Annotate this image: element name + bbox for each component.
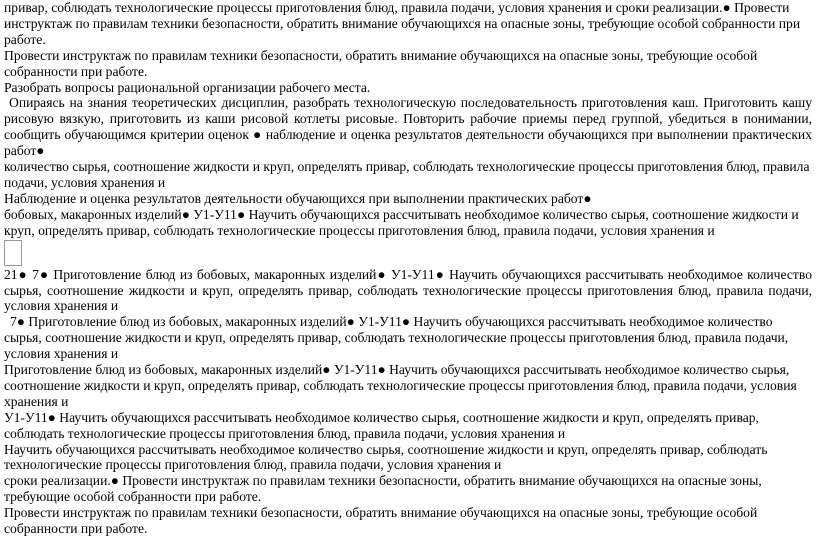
paragraph-9: 7● Приготовление блюд из бобовых, макаронных изделий● У1-У11● Научить обучающихся рассчитывать необходимое количество сырья, соотношение жидкости и круп, определять привар, соблюдать технологические процессы приготовления блюд, правила подачи, условия хранения и <box>4 314 789 362</box>
paragraph-2: Провести инструктаж по правилам техники безопасности, обратить внимание обучающихся на опасные зоны, требующие особой собранности при работе. <box>4 47 758 79</box>
paragraph-14: Провести инструктаж по правилам техники безопасности, обратить внимание обучающихся на опасные зоны, требующие особой собранности при работе. <box>4 505 758 537</box>
paragraph-12: Научить обучающихся рассчитывать необходимое количество сырья, соотношение жидкости и круп, определять привар, соблюдать технологические процессы приготовления блюд, правила подачи, условия хранения и <box>4 441 768 473</box>
paragraph-8: 21● 7● Приготовление блюд из бобовых, макаронных изделий● У1-У11● Научить обучающихся рассчитывать необходимое количество сырья, соотношение жидкости и круп, определять привар, соблюдать технологические процессы приготовления блюд, правила подачи, условия хранения и <box>4 266 812 314</box>
paragraph-3: Разобрать вопросы рациональной организации рабочего места. <box>4 79 371 95</box>
paragraph-7: бобовых, макаронных изделий● У1-У11● Научить обучающихся рассчитывать необходимое количество сырья, соотношение жидкости и круп, определять привар, соблюдать технологические процессы приготовления блюд, правила подачи, условия хранения и <box>4 206 799 238</box>
paragraph-13: сроки реализации.● Провести инструктаж по правилам техники безопасности, обратить внимание обучающихся на опасные зоны, требующие особой собранности при работе. <box>4 473 762 505</box>
paragraph-5: количество сырья, соотношение жидкости и круп, определять привар, соблюдать технологические процессы приготовления блюд, правила подачи, условия хранения и <box>4 159 810 190</box>
paragraph-4: Опираясь на знания теоретических дисциплин, разобрать технологическую последовательность приготовления каш. Приготовить кашу рисовую вязкую, приготовить из каши рисовой котлеты рисовые. Повторить рабочие приемы перед группой, убедиться в понимании, сообщить обучающимся критерии оценок ● наблюдение и оценка результатов деятельности обучающихся при выполнении практических работ● <box>4 95 812 159</box>
paragraph-1: привар, соблюдать технологические процессы приготовления блюд, правила подачи, условия хранения и сроки реализации.● Провести инструктаж по правилам техники безопасности, обратить внимание обучающихся на опасные зоны, требующие особой собранности при работе. <box>4 0 801 47</box>
paragraph-6: Наблюдение и оценка результатов деятельности обучающихся при выполнении практических работ● <box>4 190 592 206</box>
paragraph-11: У1-У11● Научить обучающихся рассчитывать необходимое количество сырья, соотношение жидкости и круп, определять привар, соблюдать технологические процессы приготовления блюд, правила подачи, условия хранения и <box>4 409 759 441</box>
empty-table-cell <box>4 240 22 266</box>
paragraph-10: Приготовление блюд из бобовых, макаронных изделий● У1-У11● Научить обучающихся рассчитывать необходимое количество сырья, соотношение жидкости и круп, определять привар, соблюдать технологические процессы приготовления блюд, правила подачи, условия хранения и <box>4 362 797 409</box>
